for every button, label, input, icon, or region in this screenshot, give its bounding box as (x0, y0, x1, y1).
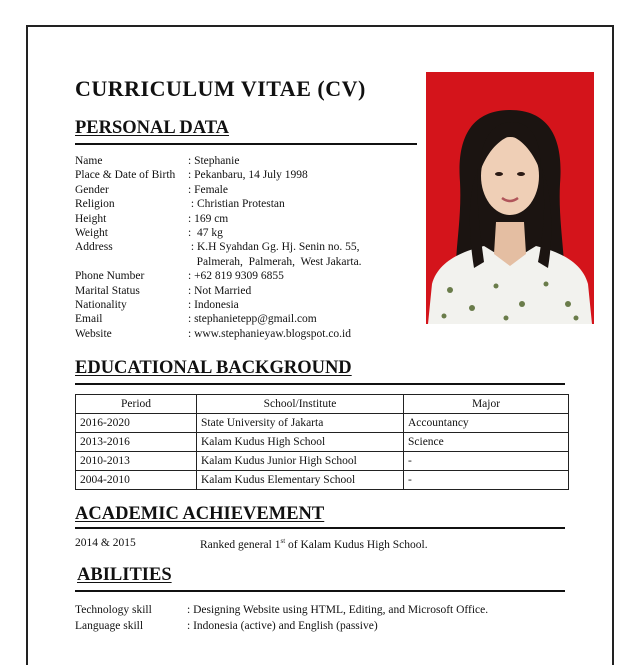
ability-label: Language skill (75, 620, 144, 632)
major-cell: Accountancy (404, 414, 569, 433)
personal-value: : K.H Syahdan Gg. Hj. Senin no. 55, (188, 241, 360, 254)
table-row (76, 433, 569, 452)
personal-row (75, 312, 362, 326)
profile-photo (426, 72, 594, 324)
personal-label (75, 255, 188, 269)
personal-row (75, 327, 362, 341)
personal-label: Weight (75, 227, 108, 240)
achievement-heading: ACADEMIC ACHIEVEMENT (75, 504, 325, 524)
education-rule (75, 383, 565, 385)
personal-row (75, 212, 362, 226)
personal-row (75, 298, 362, 312)
abilities-list (75, 602, 488, 634)
achievement-text-main: Ranked general 1 (200, 538, 281, 551)
personal-value: : +62 819 9309 6855 (188, 270, 284, 283)
period-cell: 2016-2020 (76, 414, 197, 433)
personal-row (75, 240, 362, 254)
education-table-body (76, 414, 569, 490)
table-row (76, 471, 569, 490)
period-cell: 2010-2013 (76, 452, 197, 471)
achievement-ordinal: st (280, 537, 286, 545)
table-row (76, 452, 569, 471)
achievement-text (200, 537, 428, 551)
education-header-row (76, 395, 569, 414)
portrait-illustration (426, 72, 594, 324)
ability-value: : Designing Website using HTML, Editing, and Microsoft Office. (187, 604, 489, 616)
personal-value: : Indonesia (188, 299, 239, 312)
personal-label: Email (75, 313, 103, 326)
personal-label: Nationality (75, 299, 127, 312)
personal-row (75, 168, 362, 182)
column-header-school: School/Institute (197, 395, 404, 414)
personal-row (75, 226, 362, 240)
personal-label: Place & Date of Birth (75, 169, 176, 182)
personal-value: : Not Married (188, 284, 252, 297)
personal-label: Religion (75, 198, 115, 211)
personal-row (75, 154, 362, 168)
personal-value: : 169 cm (188, 212, 229, 225)
personal-value: : Stephanie (188, 155, 240, 167)
personal-data-rule (75, 143, 417, 145)
school-cell: Kalam Kudus Junior High School (197, 452, 404, 471)
personal-value: : Female (188, 183, 228, 196)
column-header-major: Major (404, 395, 569, 414)
personal-row (75, 284, 362, 298)
personal-label: Gender (75, 183, 109, 196)
cv-title: CURRICULUM VITAE (CV) (75, 76, 366, 101)
personal-data-heading: PERSONAL DATA (75, 118, 230, 138)
major-cell: - (404, 471, 569, 490)
personal-value: : Christian Protestan (188, 198, 285, 211)
achievement-rule (75, 527, 565, 529)
ability-row (75, 618, 488, 634)
personal-row (75, 269, 362, 283)
personal-row (75, 255, 362, 269)
achievement-year: 2014 & 2015 (75, 537, 136, 549)
personal-row (75, 197, 362, 211)
period-cell: 2013-2016 (76, 433, 197, 452)
school-cell: Kalam Kudus High School (197, 433, 404, 452)
column-header-period: Period (76, 395, 197, 414)
personal-value: Palmerah, Palmerah, West Jakarta. (188, 255, 362, 268)
personal-value: : Pekanbaru, 14 July 1998 (188, 169, 308, 182)
ability-value: : Indonesia (active) and English (passive) (187, 620, 378, 632)
school-cell: Kalam Kudus Elementary School (197, 471, 404, 490)
personal-value: : stephanietepp@gmail.com (188, 313, 317, 326)
table-row (76, 414, 569, 433)
personal-label: Website (75, 327, 112, 340)
achievement-row (75, 537, 428, 551)
education-table (75, 394, 569, 490)
abilities-rule (75, 590, 565, 592)
major-cell: Science (404, 433, 569, 452)
abilities-heading: ABILITIES (77, 565, 172, 585)
ability-label: Technology skill (75, 604, 152, 616)
personal-value: : 47 kg (188, 227, 223, 240)
period-cell: 2004-2010 (76, 471, 197, 490)
ability-row (75, 602, 488, 618)
personal-label: Address (75, 241, 113, 254)
personal-label: Name (75, 155, 103, 167)
personal-label: Height (75, 212, 107, 225)
school-cell: State University of Jakarta (197, 414, 404, 433)
education-heading: EDUCATIONAL BACKGROUND (75, 358, 352, 378)
personal-value: : www.stephanieyaw.blogspot.co.id (188, 327, 351, 340)
personal-row (75, 183, 362, 197)
major-cell: - (404, 452, 569, 471)
personal-label: Marital Status (75, 284, 140, 297)
personal-data-list (75, 154, 362, 341)
personal-label: Phone Number (75, 270, 145, 283)
achievement-text-end: of Kalam Kudus High School. (285, 538, 428, 551)
